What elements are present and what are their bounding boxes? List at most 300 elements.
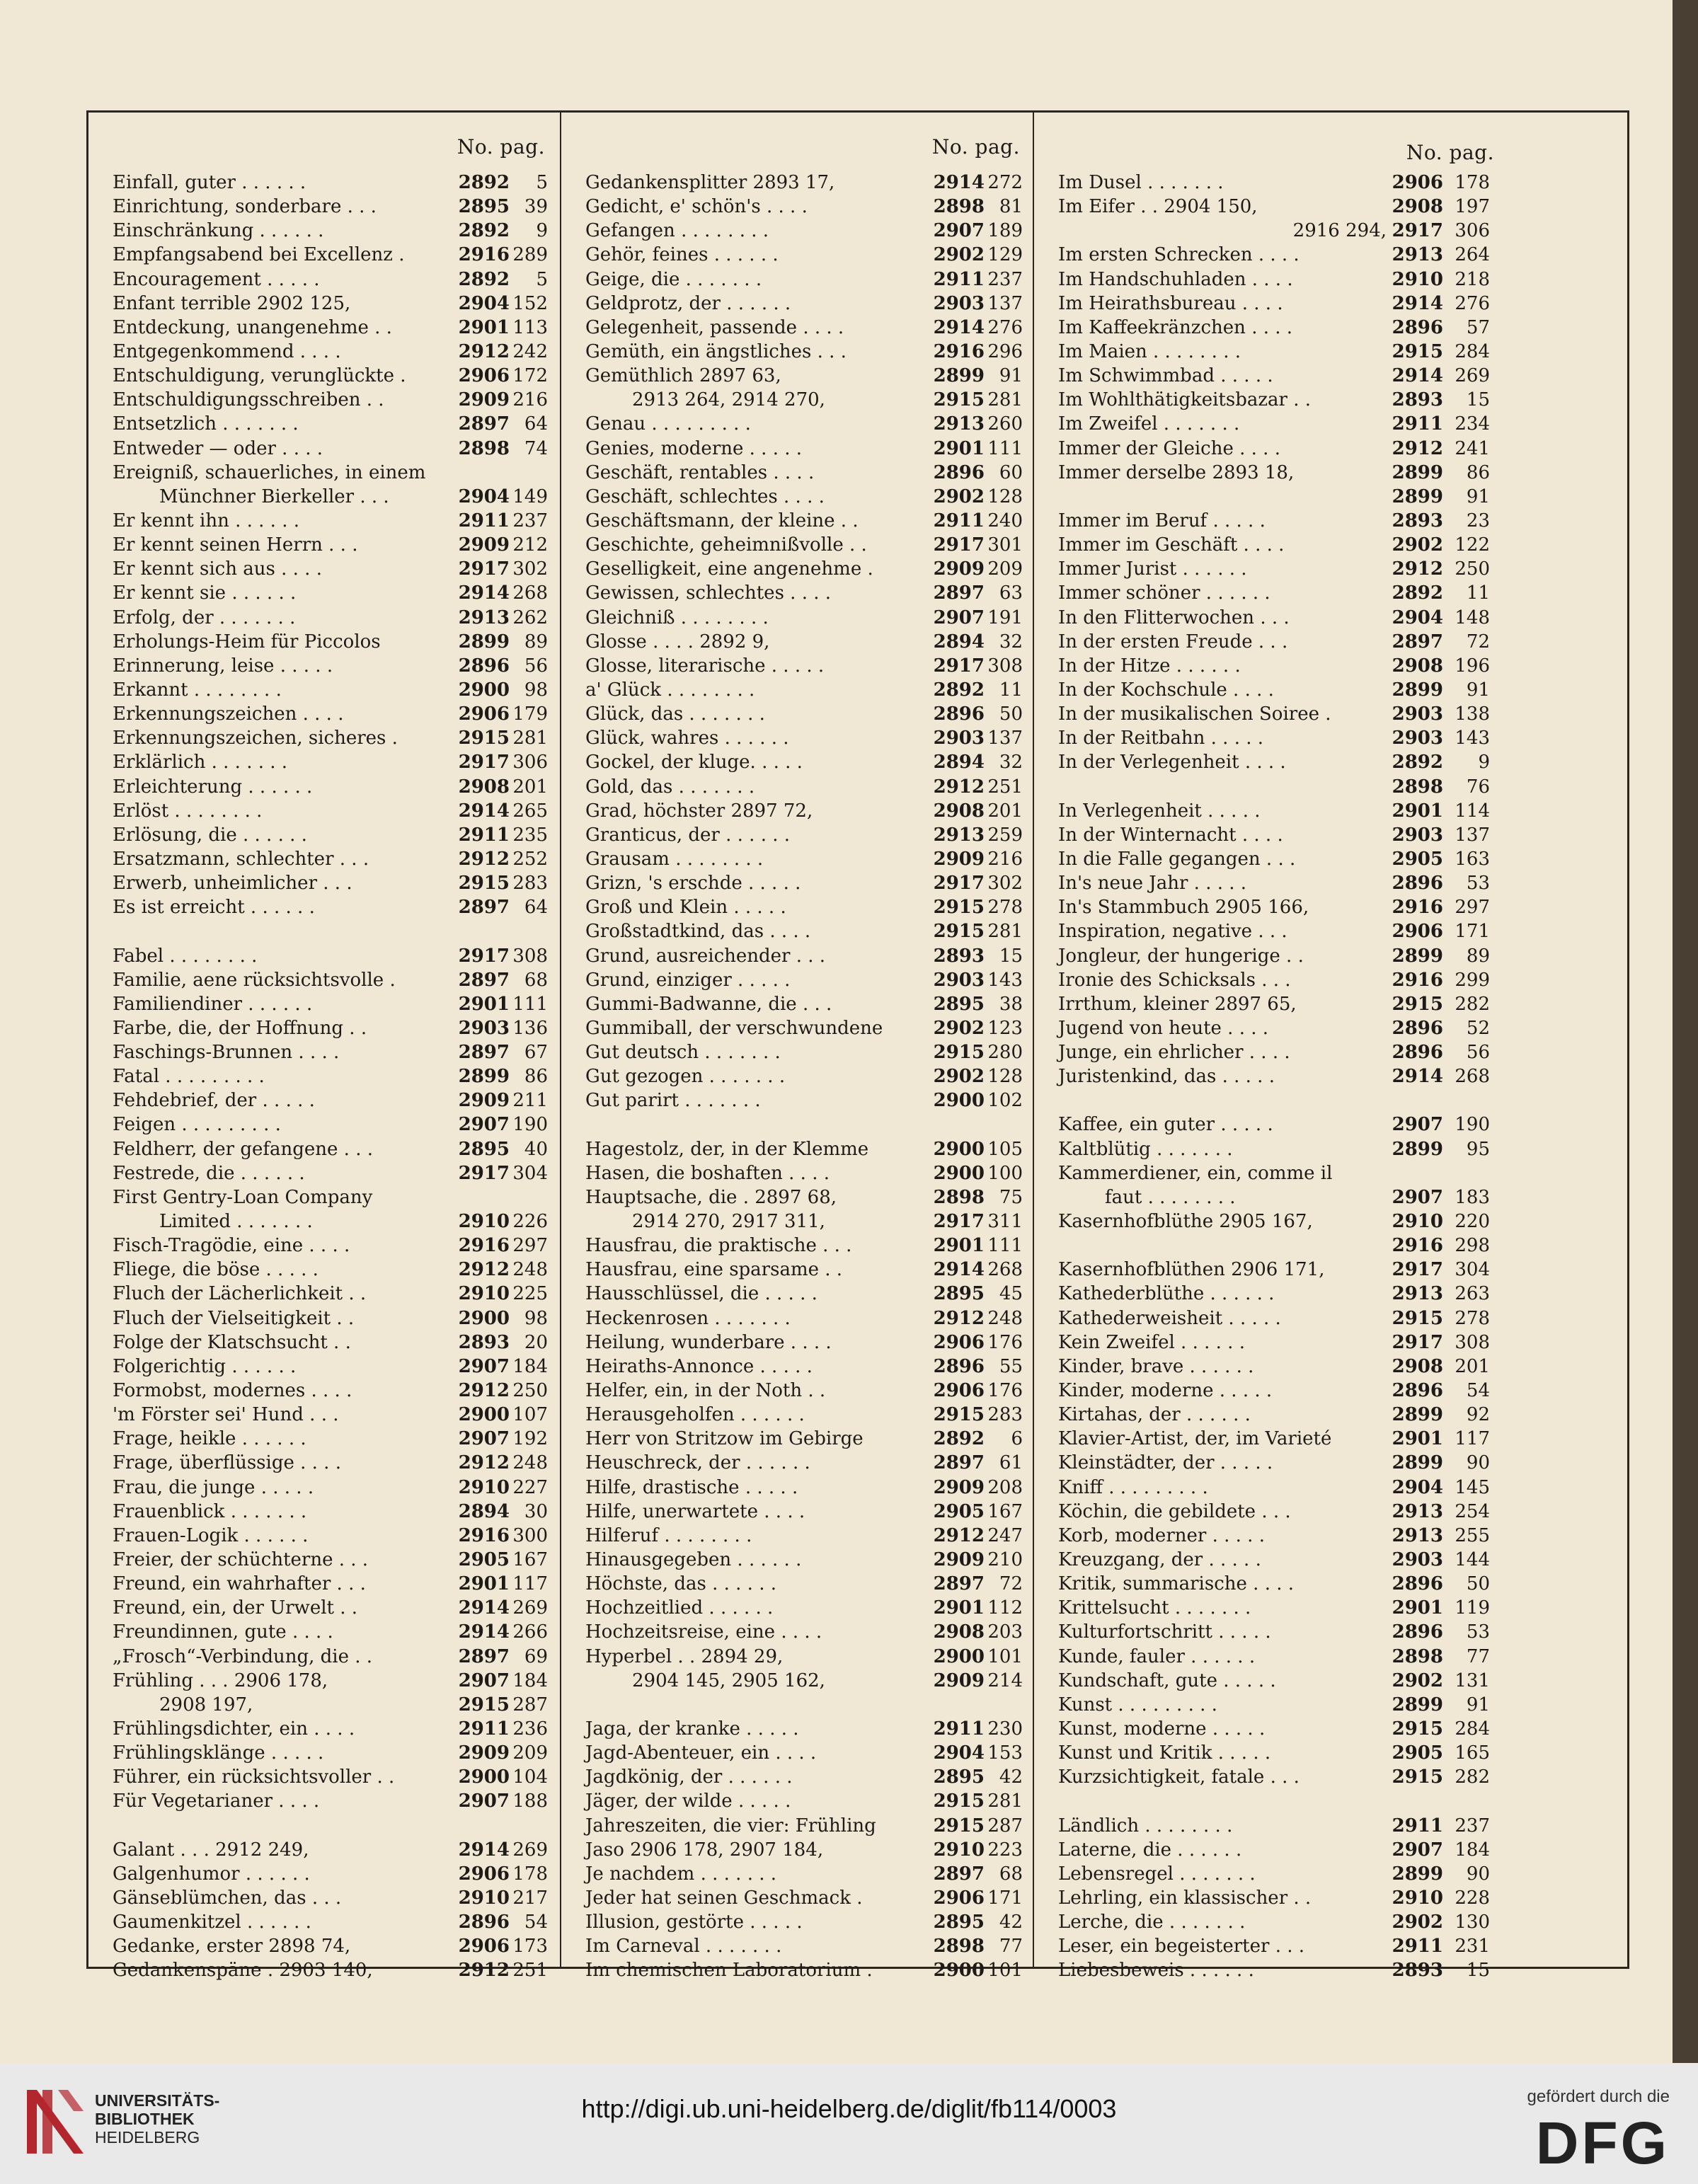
entry-page-number: 226 <box>512 1211 548 1233</box>
funder-logo: DFG <box>1535 2110 1670 2176</box>
index-entry <box>1034 1403 1504 1427</box>
entry-issue-number: 2896 <box>458 1912 510 1933</box>
index-entry <box>1034 485 1504 509</box>
index-entry <box>88 1403 559 1427</box>
index-entry <box>88 1064 559 1088</box>
entry-title: Gelegenheit, passende . . . . <box>585 316 844 338</box>
entry-page-number: 100 <box>987 1162 1023 1184</box>
entry-issue-number: 2912 <box>458 340 510 362</box>
index-entry <box>561 1137 1034 1161</box>
entry-issue-number: 2912 <box>458 1380 510 1402</box>
entry-issue-number: 2906 <box>1392 172 1443 193</box>
entry-title: Im Eifer . . 2904 150, <box>1058 196 1258 218</box>
entry-issue-number: 2912 <box>458 1960 510 1982</box>
index-entry <box>1034 1838 1504 1862</box>
index-entry <box>88 1500 559 1524</box>
entry-page-number: 143 <box>987 969 1023 991</box>
entry-issue-number: 2912 <box>458 1259 510 1281</box>
entry-issue-number: 2917 <box>458 1162 510 1184</box>
entry-page-number: 240 <box>987 510 1023 531</box>
entry-page-number: 112 <box>987 1597 1023 1619</box>
entry-page-number: 54 <box>524 1912 548 1933</box>
entry-issue-number: 2896 <box>1392 873 1443 895</box>
entry-title: Hauptsache, die . 2897 68, <box>585 1186 837 1208</box>
entry-title: Im Carneval . . . . . . . <box>585 1936 782 1958</box>
entry-page-number: 268 <box>987 1259 1023 1281</box>
entry-title: Krittelsucht . . . . . . . <box>1058 1597 1251 1619</box>
entry-issue-number: 2913 <box>1392 244 1443 266</box>
entry-page-number: 209 <box>512 1742 548 1764</box>
entry-page-number: 67 <box>524 1042 548 1064</box>
entry-title: In der Verlegenheit . . . . <box>1058 752 1286 774</box>
entry-title: Es ist erreicht . . . . . . <box>113 897 315 919</box>
entry-title: Geige, die . . . . . . . <box>585 268 762 290</box>
entry-page-number: 165 <box>1455 1742 1490 1764</box>
index-entry <box>1034 1645 1504 1669</box>
entry-title: Folge der Klatschsucht . . <box>113 1331 351 1353</box>
entry-page-number: 254 <box>1455 1500 1490 1522</box>
entry-title: Gleichniß . . . . . . . . <box>585 607 769 628</box>
entry-page-number: 98 <box>524 679 548 701</box>
entry-title: In den Flitterwochen . . . <box>1058 607 1290 628</box>
index-entry <box>88 437 559 461</box>
entry-title: Grausam . . . . . . . . <box>585 848 764 870</box>
index-entry <box>88 1161 559 1185</box>
entry-title: Herr von Stritzow im Gebirge <box>585 1428 864 1450</box>
entry-title: Gehör, feines . . . . . . <box>585 244 779 266</box>
entry-page-number: 11 <box>999 679 1023 701</box>
entry-page-number: 255 <box>1455 1524 1490 1546</box>
entry-page-number: 131 <box>1455 1669 1490 1691</box>
entry-title: Erkennungszeichen . . . . <box>113 703 344 725</box>
entry-title: Gedankensplitter 2893 17, <box>585 172 835 193</box>
index-entry <box>561 316 1034 340</box>
entry-issue-number: 2893 <box>1392 1960 1443 1982</box>
entry-page-number: 101 <box>987 1960 1023 1982</box>
entry-page-number: 284 <box>1455 1718 1490 1740</box>
index-entry <box>88 1934 559 1958</box>
entry-page-number: 184 <box>1455 1839 1490 1861</box>
entry-issue-number: 2898 <box>933 196 985 218</box>
entry-title: 2904 145, 2905 162, <box>632 1669 825 1691</box>
permalink-url[interactable]: http://digi.ub.uni-heidelberg.de/diglit/fb114/0003 <box>581 2094 1117 2123</box>
index-entry <box>561 1789 1034 1813</box>
entry-page-number: 68 <box>524 969 548 991</box>
entry-page-number: 89 <box>1466 945 1490 967</box>
entry-page-number: 248 <box>512 1452 548 1474</box>
entry-page-number: 137 <box>1455 824 1490 846</box>
entry-title: Er kennt sich aus . . . . <box>113 558 322 580</box>
index-entry <box>88 1548 559 1572</box>
entry-page-number: 153 <box>987 1742 1023 1764</box>
entry-title: Glosse, literarische . . . . . <box>585 655 825 677</box>
index-entry <box>561 919 1034 943</box>
index-entry <box>88 1185 559 1209</box>
entry-title: Frage, überflüssige . . . . <box>113 1452 341 1474</box>
entry-page-number: 92 <box>1466 1404 1490 1426</box>
entry-page-number: 32 <box>999 752 1023 774</box>
entry-issue-number: 2892 <box>458 172 510 193</box>
entry-issue-number: 2912 <box>933 1307 985 1329</box>
entry-page-number: 105 <box>987 1138 1023 1160</box>
entry-page-number: 183 <box>1455 1186 1490 1208</box>
entry-issue-number: 2892 <box>1392 582 1443 604</box>
entry-title: Hyperbel . . 2894 29, <box>585 1645 784 1667</box>
entry-issue-number: 2916 <box>1392 897 1443 919</box>
entry-title: Grund, einziger . . . . . <box>585 969 791 991</box>
entry-issue-number: 2896 <box>458 655 510 677</box>
entry-title: Hilfe, drastische . . . . . <box>585 1476 798 1498</box>
index-entry <box>1034 340 1504 364</box>
entry-title: Fatal . . . . . . . . . <box>113 1066 265 1088</box>
index-entry <box>1034 557 1504 581</box>
entry-page-number: 98 <box>524 1307 548 1329</box>
entry-page-number: 216 <box>512 389 548 411</box>
entry-issue-number: 2910 <box>458 1283 510 1305</box>
entry-title: a' Glück . . . . . . . . <box>585 679 755 701</box>
entry-title: In's neue Jahr . . . . . <box>1058 873 1247 895</box>
entry-issue-number: 2896 <box>933 461 985 483</box>
entry-issue-number: 2900 <box>458 1766 510 1788</box>
entry-page-number: 268 <box>1455 1066 1490 1088</box>
entry-title: Kaffee, ein guter . . . . . <box>1058 1114 1273 1136</box>
entry-issue-number: 2911 <box>933 268 985 290</box>
entry-issue-number: 2902 <box>933 1066 985 1088</box>
entry-title: Frau, die junge . . . . . <box>113 1476 314 1498</box>
entry-issue-number: 2912 <box>933 776 985 798</box>
entry-page-number: 64 <box>524 897 548 919</box>
index-entry <box>1034 461 1504 485</box>
index-entry <box>1034 1306 1504 1330</box>
entry-page-number: 5 <box>536 172 548 193</box>
entry-page-number: 167 <box>987 1500 1023 1522</box>
entry-page-number: 119 <box>1455 1597 1490 1619</box>
index-entry <box>88 1789 559 1813</box>
entry-issue-number: 2916 <box>933 340 985 362</box>
entry-title: Leser, ein begeisterter . . . <box>1058 1936 1305 1958</box>
index-entry <box>561 1209 1034 1234</box>
index-entry <box>561 509 1034 533</box>
entry-issue-number: 2897 <box>458 1645 510 1667</box>
entry-page-number: 298 <box>1455 1235 1490 1257</box>
index-entry <box>1034 412 1504 436</box>
entry-title: Grizn, 's erschde . . . . . <box>585 873 801 895</box>
index-entry <box>1034 1282 1504 1306</box>
entry-page-number: 163 <box>1455 848 1490 870</box>
index-entry <box>561 171 1034 195</box>
index-entry <box>88 268 559 292</box>
entry-title: Frauen-Logik . . . . . . <box>113 1524 309 1546</box>
entry-title: Jeder hat seinen Geschmack . <box>585 1887 863 1909</box>
entry-issue-number: 2913 <box>1392 1524 1443 1546</box>
entry-issue-number: 2902 <box>1392 1669 1443 1691</box>
entry-issue-number: 2900 <box>933 1090 985 1112</box>
index-entry <box>88 557 559 581</box>
section-gap <box>561 1113 1034 1137</box>
index-column-3 <box>1033 113 1624 1982</box>
section-gap <box>88 919 559 943</box>
entry-title: 'm Förster sei' Hund . . . <box>113 1404 339 1426</box>
index-entry <box>561 1282 1034 1306</box>
index-entry <box>561 1330 1034 1355</box>
index-entry <box>561 823 1034 847</box>
entry-issue-number: 2917 <box>933 655 985 677</box>
entry-page-number: 302 <box>512 558 548 580</box>
entry-issue-number: 2915 <box>933 389 985 411</box>
entry-page-number: 5 <box>536 268 548 290</box>
index-entry <box>88 509 559 533</box>
entry-issue-number: 2897 <box>458 1042 510 1064</box>
entry-title: Entgegenkommend . . . . <box>113 340 341 362</box>
entry-title: Kasernhofblüthe 2905 167, <box>1058 1211 1313 1233</box>
entry-title: Gold, das . . . . . . . <box>585 776 755 798</box>
entry-title: Kathederblüthe . . . . . . <box>1058 1283 1275 1305</box>
entry-title: Freier, der schüchterne . . . <box>113 1549 369 1571</box>
entry-issue-number: 2896 <box>1392 1573 1443 1595</box>
entry-title: Limited . . . . . . . <box>159 1211 313 1233</box>
entry-issue-number: 2914 <box>1392 365 1443 387</box>
entry-page-number: 192 <box>512 1428 548 1450</box>
index-entry <box>561 606 1034 630</box>
index-entry <box>88 1717 559 1741</box>
entry-title: Geschäftsmann, der kleine . . <box>585 510 859 531</box>
entry-title: Gänseblümchen, das . . . <box>113 1887 342 1909</box>
entry-issue-number: 2896 <box>1392 1017 1443 1039</box>
entry-page-number: 101 <box>987 1645 1023 1667</box>
index-entry <box>1034 1234 1504 1258</box>
entry-title: Feigen . . . . . . . . . <box>113 1114 281 1136</box>
entry-page-number: 172 <box>512 365 548 387</box>
entry-issue-number: 2906 <box>933 1331 985 1353</box>
entry-page-number: 281 <box>987 921 1023 943</box>
index-entry <box>88 944 559 968</box>
entry-title: Genies, moderne . . . . . <box>585 437 803 459</box>
index-entry <box>88 1427 559 1451</box>
index-entry <box>1034 1476 1504 1500</box>
entry-title: Erkannt . . . . . . . . <box>113 679 282 701</box>
entry-title: Im Handschuhladen . . . . <box>1058 268 1293 290</box>
entry-title: Festrede, die . . . . . . <box>113 1162 305 1184</box>
entry-page-number: 149 <box>512 485 548 507</box>
entry-issue-number: 2910 <box>1392 1211 1443 1233</box>
entry-page-number: 278 <box>1455 1307 1490 1329</box>
entry-page-number: 15 <box>999 945 1023 967</box>
index-entry <box>1034 1016 1504 1040</box>
index-entry <box>88 171 559 195</box>
entry-issue-number: 2909 <box>458 534 510 556</box>
entry-issue-number: 2897 <box>458 413 510 435</box>
index-entry <box>561 412 1034 436</box>
index-entry <box>561 847 1034 871</box>
index-entry <box>561 219 1034 243</box>
index-entry <box>1034 437 1504 461</box>
index-entry <box>1034 195 1504 219</box>
entry-issue-number: 2914 <box>933 316 985 338</box>
index-entry <box>88 1234 559 1258</box>
index-entry <box>1034 219 1504 243</box>
entry-page-number: 306 <box>1455 220 1490 242</box>
entry-page-number: 259 <box>987 824 1023 846</box>
entry-title: Hinausgegeben . . . . . . <box>585 1549 802 1571</box>
entry-title: Frage, heikle . . . . . . <box>113 1428 306 1450</box>
entry-issue-number: 2908 <box>933 800 985 822</box>
entry-issue-number: 2915 <box>458 728 510 749</box>
entry-issue-number: 2897 <box>458 897 510 919</box>
index-entry <box>561 1645 1034 1669</box>
entry-page-number: 52 <box>1466 1017 1490 1039</box>
entry-page-number: 214 <box>987 1669 1023 1691</box>
section-gap <box>1034 1088 1504 1113</box>
entry-title: Immer im Geschäft . . . . <box>1058 534 1285 556</box>
index-table <box>86 110 1629 1982</box>
entry-title: Juristenkind, das . . . . . <box>1058 1066 1275 1088</box>
entry-page-number: 38 <box>999 993 1023 1015</box>
index-entry <box>561 944 1034 968</box>
entry-title: Kinder, brave . . . . . . <box>1058 1355 1254 1377</box>
entry-issue-number: 2912 <box>1392 558 1443 580</box>
entry-title: Erlösung, die . . . . . . <box>113 824 307 846</box>
entry-page-number: 210 <box>987 1549 1023 1571</box>
index-entry <box>1034 895 1504 919</box>
entry-title: Irrthum, kleiner 2897 65, <box>1058 993 1297 1015</box>
index-entry <box>561 1572 1034 1596</box>
entry-title: Empfangsabend bei Excellenz . <box>113 244 405 266</box>
entry-page-number: 237 <box>1455 1815 1490 1837</box>
index-entry <box>88 1862 559 1886</box>
index-entry <box>561 292 1034 316</box>
index-entry <box>561 437 1034 461</box>
entry-issue-number: 2913 <box>933 824 985 846</box>
index-entry <box>561 1161 1034 1185</box>
index-entry <box>88 1645 559 1669</box>
entry-title: Er kennt ihn . . . . . . <box>113 510 299 531</box>
entry-page-number: 201 <box>512 776 548 798</box>
entry-page-number: 136 <box>512 1017 548 1039</box>
entry-page-number: 283 <box>987 1404 1023 1426</box>
entry-title: Hilfe, unerwartete . . . . <box>585 1500 805 1522</box>
entry-page-number: 231 <box>1455 1936 1490 1958</box>
entry-title: Kaltblütig . . . . . . . <box>1058 1138 1233 1160</box>
entry-page-number: 179 <box>512 703 548 725</box>
entry-issue-number: 2899 <box>1392 1452 1443 1474</box>
entry-title: Freund, ein wahrhafter . . . <box>113 1573 366 1595</box>
index-entry <box>561 1476 1034 1500</box>
entry-title: Hochzeitlied . . . . . . <box>585 1597 774 1619</box>
entry-issue-number: 2914 <box>933 1259 985 1281</box>
entry-title: Ereigniß, schauerliches, in einem <box>113 461 426 483</box>
entry-issue-number: 2907 <box>458 1428 510 1450</box>
entry-title: Fluch der Vielseitigkeit . . <box>113 1307 355 1329</box>
entry-page-number: 304 <box>1455 1259 1490 1281</box>
entry-page-number: 283 <box>512 873 548 895</box>
index-entry <box>561 1838 1034 1862</box>
entry-issue-number: 2904 <box>1392 607 1443 628</box>
index-entry <box>561 1910 1034 1934</box>
entry-page-number: 299 <box>1455 969 1490 991</box>
entry-title: Entweder — oder . . . . <box>113 437 323 459</box>
entry-issue-number: 2897 <box>933 1573 985 1595</box>
entry-page-number: 23 <box>1466 510 1490 531</box>
index-entry <box>1034 1137 1504 1161</box>
entry-issue-number: 2900 <box>933 1645 985 1667</box>
entry-page-number: 114 <box>1455 800 1490 822</box>
index-entry <box>1034 1064 1504 1088</box>
entry-issue-number: 2903 <box>458 1017 510 1039</box>
entry-issue-number: 2903 <box>933 969 985 991</box>
entry-page-number: 178 <box>1455 172 1490 193</box>
index-entry <box>88 1958 559 1982</box>
entry-page-number: 72 <box>999 1573 1023 1595</box>
entry-title: Gemüthlich 2897 63, <box>585 365 781 387</box>
entry-page-number: 230 <box>987 1718 1023 1740</box>
index-entry <box>88 1765 559 1789</box>
entry-title: Im chemischen Laboratorium . <box>585 1960 873 1982</box>
index-entry <box>1034 750 1504 774</box>
index-entry <box>88 1355 559 1379</box>
index-entry <box>1034 268 1504 292</box>
index-entry <box>561 533 1034 557</box>
entry-page-number: 300 <box>512 1524 548 1546</box>
entry-title: Erinnerung, leise . . . . . <box>113 655 333 677</box>
index-entry <box>1034 1427 1504 1451</box>
entry-issue-number: 2915 <box>1392 1307 1443 1329</box>
index-entry <box>561 968 1034 992</box>
index-entry <box>88 1524 559 1548</box>
index-entry <box>88 581 559 605</box>
entry-title: Ersatzmann, schlechter . . . <box>113 848 369 870</box>
entry-issue-number: 2895 <box>458 196 510 218</box>
index-entry <box>561 1427 1034 1451</box>
entry-issue-number: 2896 <box>1392 1042 1443 1064</box>
index-entry <box>88 1572 559 1596</box>
entry-title: Freund, ein, der Urwelt . . <box>113 1597 358 1619</box>
index-column-1 <box>88 113 559 1982</box>
entry-title: Folgerichtig . . . . . . <box>113 1355 297 1377</box>
entry-title: Groß und Klein . . . . . <box>585 897 786 919</box>
index-entry <box>561 1500 1034 1524</box>
entry-issue-number: 2906 <box>933 1887 985 1909</box>
entry-title: Encouragement . . . . . <box>113 268 320 290</box>
entry-page-number: 143 <box>1455 728 1490 749</box>
entry-title: Frauenblick . . . . . . . <box>113 1500 307 1522</box>
index-entry <box>561 340 1034 364</box>
index-entry <box>561 1088 1034 1113</box>
entry-title: Korb, moderner . . . . . <box>1058 1524 1265 1546</box>
index-entry <box>88 1258 559 1282</box>
entry-issue-number: 2892 <box>458 268 510 290</box>
entry-issue-number: 2905 <box>1392 1742 1443 1764</box>
entry-page-number: 281 <box>512 728 548 749</box>
index-entry <box>1034 799 1504 823</box>
entry-issue-number: 2910 <box>458 1211 510 1233</box>
entry-issue-number: 2917 <box>458 558 510 580</box>
entry-issue-number: 2914 <box>458 1597 510 1619</box>
index-entry <box>1034 1040 1504 1064</box>
index-entry <box>561 485 1034 509</box>
entry-title: Familiendiner . . . . . . <box>113 993 313 1015</box>
entry-issue-number: 2909 <box>933 1549 985 1571</box>
entry-issue-number: 2897 <box>458 969 510 991</box>
entry-page-number: 308 <box>512 945 548 967</box>
entry-issue-number: 2912 <box>458 848 510 870</box>
entry-title: Erlöst . . . . . . . . <box>113 800 263 822</box>
index-entry <box>1034 1910 1504 1934</box>
index-entry <box>88 1620 559 1644</box>
entry-title: Herausgeholfen . . . . . . <box>585 1404 805 1426</box>
entry-title: Hausfrau, eine sparsame . . <box>585 1259 843 1281</box>
index-entry <box>561 1306 1034 1330</box>
index-entry <box>88 823 559 847</box>
